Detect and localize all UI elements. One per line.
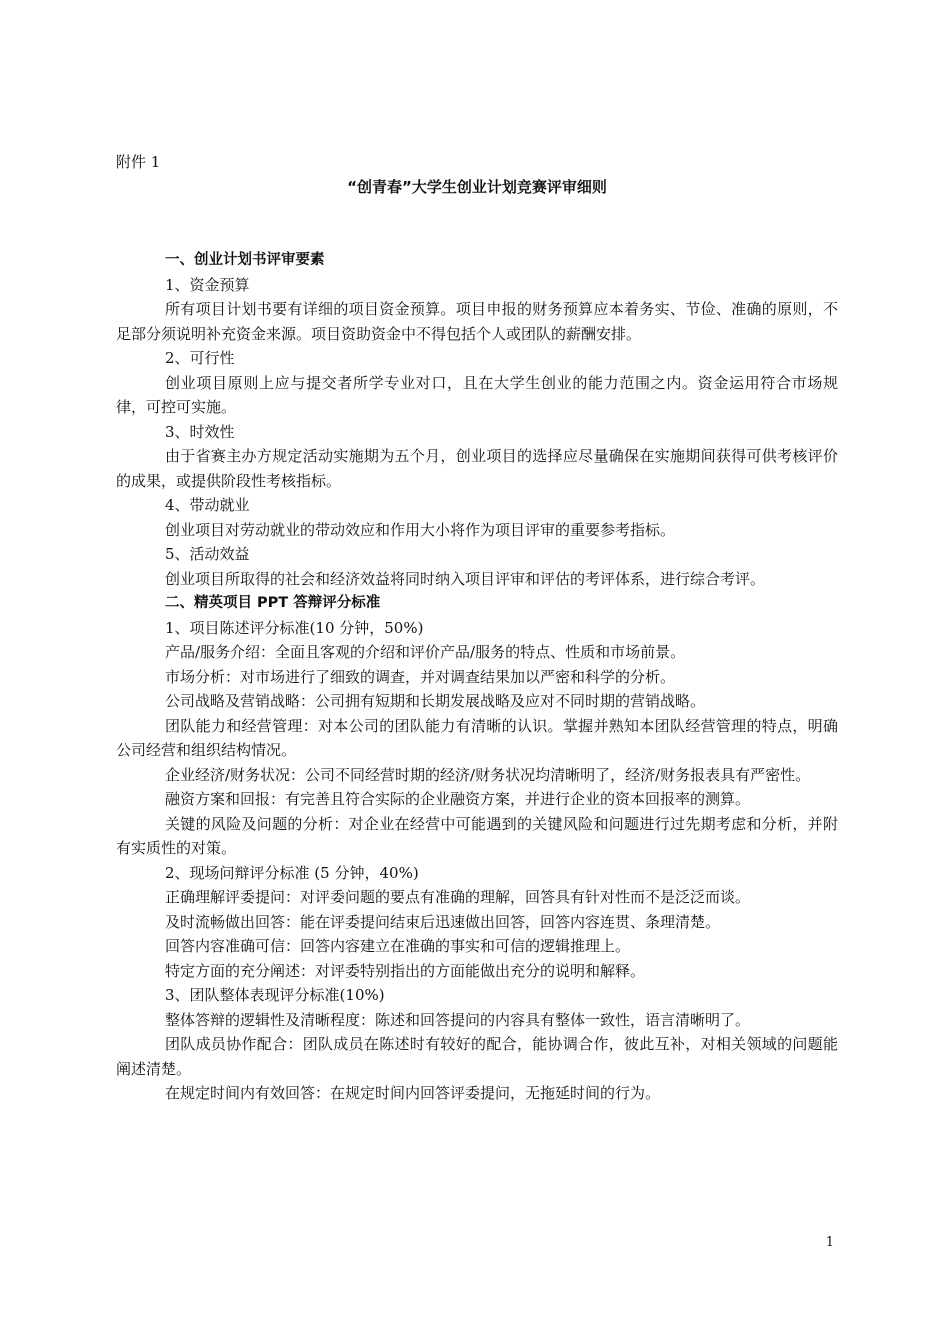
- section1-item-label: 4、带动就业: [165, 496, 250, 514]
- sub1-label: 1、项目陈述评分标准(10 分钟，50%): [165, 618, 424, 637]
- section1-item-text: 创业项目对劳动就业的带动效应和作用大小将作为项目评审的重要参考指标。: [165, 520, 676, 539]
- annex-label: 附件 1: [116, 153, 161, 171]
- section1-item-text: 由于省赛主办方规定活动实施期为五个月，创业项目的选择应尽量确保在实施期间获得可供考核评价的成果，或提供阶段性考核指标。: [116, 447, 838, 490]
- section1-heading: 一、创业计划书评审要素: [165, 252, 325, 268]
- criterion-text: 特定方面的充分阐述：对评委特别指出的方面能做出充分的说明和解释。: [165, 961, 646, 980]
- criterion-text: 企业经济/财务状况：公司不同经营时期的经济/财务状况均清晰明了，经济/财务报表具有严密性。: [165, 765, 811, 784]
- section1-item-label: 3、时效性: [165, 422, 235, 441]
- sub3-label: 3、团队整体表现评分标准(10%): [165, 986, 385, 1004]
- document-title: “创青春”大学生创业计划竞赛评审细则: [347, 177, 607, 196]
- page-number: 1: [825, 1235, 834, 1250]
- criterion-text: 正确理解评委提问：对评委问题的要点有准确的理解，回答具有针对性而不是泛泛而谈。: [165, 888, 751, 906]
- criterion-text: 团队能力和经营管理：对本公司的团队能力有清晰的认识。掌握并熟知本团队经营管理的特点，明确公司经营和组织结构情况。: [116, 716, 838, 759]
- section1-item-text: 创业项目原则上应与提交者所学专业对口，且在大学生创业的能力范围之内。资金运用符合市场规律，可控可实施。: [116, 373, 838, 416]
- section1-item-text: 所有项目计划书要有详细的项目资金预算。项目申报的财务预算应本着务实、节俭、准确的原则，不足部分须说明补充资金来源。项目资助资金中不得包括个人或团队的薪酬安排。: [116, 300, 838, 343]
- sub2-label: 2、现场问辩评分标准 (5 分钟，40%): [165, 863, 419, 882]
- criterion-text: 团队成员协作配合：团队成员在陈述时有较好的配合，能协调合作，彼此互补，对相关领域的问题能阐述清楚。: [116, 1035, 838, 1078]
- section1-item-label: 2、可行性: [165, 349, 235, 367]
- criterion-text: 整体答辩的逻辑性及清晰程度：陈述和回答提问的内容具有整体一致性，语言清晰明了。: [165, 1010, 751, 1029]
- criterion-text: 市场分析：对市场进行了细致的调查，并对调查结果加以严密和科学的分析。: [165, 667, 676, 686]
- section1-item-label: 1、资金预算: [165, 275, 250, 294]
- criterion-text: 公司战略及营销战略：公司拥有短期和长期发展战略及应对不同时期的营销战略。: [165, 692, 706, 710]
- section1-item-text: 创业项目所取得的社会和经济效益将同时纳入项目评审和评估的考评体系，进行综合考评。: [165, 569, 766, 588]
- criterion-text: 融资方案和回报：有完善且符合实际的企业融资方案，并进行企业的资本回报率的测算。: [165, 790, 751, 808]
- section1-item-label: 5、活动效益: [165, 545, 250, 563]
- criterion-text: 回答内容准确可信：回答内容建立在准确的事实和可信的逻辑推理上。: [165, 937, 631, 955]
- spacer: [116, 199, 838, 248]
- criterion-text: 关键的风险及问题的分析：对企业在经营中可能遇到的关键风险和问题进行过先期考虑和分析，并附有实质性的对策。: [116, 814, 838, 857]
- criterion-text: 在规定时间内有效回答：在规定时间内回答评委提问，无拖延时间的行为。: [165, 1084, 661, 1102]
- section2-heading: 二、精英项目 PPT 答辩评分标准: [165, 595, 381, 611]
- document-page: [116, 150, 838, 1106]
- criterion-text: 产品/服务介绍：全面且客观的介绍和评价产品/服务的特点、性质和市场前景。: [165, 643, 686, 661]
- criterion-text: 及时流畅做出回答：能在评委提问结束后迅速做出回答，回答内容连贯、条理清楚。: [165, 912, 721, 931]
